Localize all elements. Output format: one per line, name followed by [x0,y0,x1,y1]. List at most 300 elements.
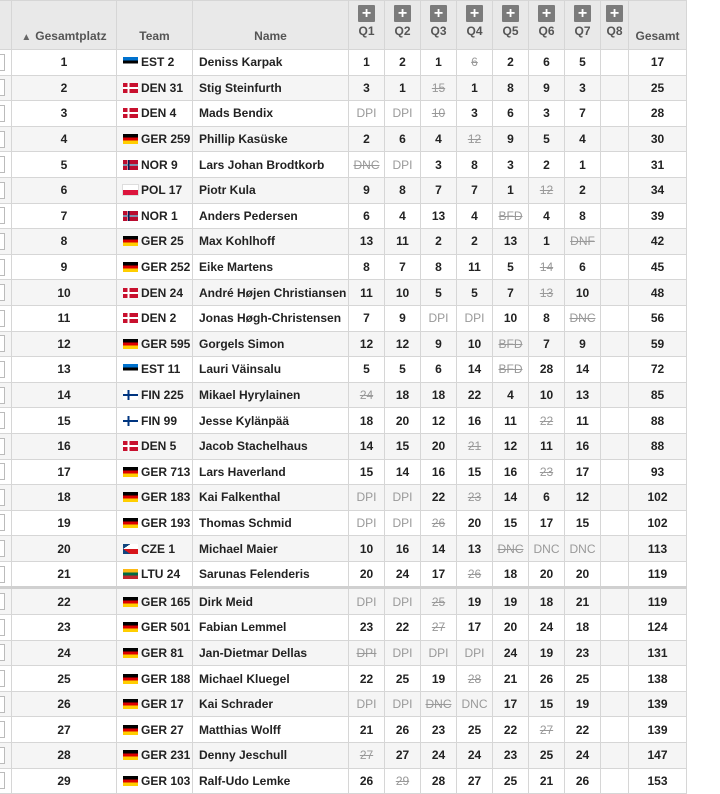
race-score-cell [529,331,565,357]
row-checkbox[interactable] [0,463,5,480]
row-checkbox[interactable] [0,696,5,713]
race-header-q6[interactable] [529,1,565,50]
race-score: DNC [533,541,560,556]
row-checkbox[interactable] [0,747,5,764]
row-checkbox[interactable] [0,182,5,199]
row-checkbox[interactable] [0,593,5,610]
team-label: GER 103 [141,773,191,788]
sailor-name-cell[interactable]: Lars Haverland [193,459,349,485]
total-points-cell: 153 [629,768,687,794]
sailor-name-cell[interactable]: André Højen Christiansen [193,280,349,306]
row-checkbox[interactable] [0,438,5,455]
race-label: Q3 [430,24,447,38]
race-score-cell [493,229,529,255]
row-checkbox[interactable] [0,310,5,327]
race-score: DPI [392,490,413,505]
row-checkbox-cell[interactable] [0,717,12,743]
sailor-name-cell[interactable]: Deniss Karpak [193,50,349,76]
team-label: GER 252 [141,260,191,275]
row-checkbox[interactable] [0,207,5,224]
race-score: DPI [356,106,377,121]
row-checkbox[interactable] [0,387,5,404]
team-cell [117,50,193,76]
race-score-cell [421,126,457,152]
table-row[interactable] [0,588,687,615]
race-header-q5[interactable] [493,1,529,50]
race-score-cell [601,75,629,101]
race-score: 16 [467,413,482,428]
race-score-cell [421,640,457,666]
race-score: 12 [395,336,410,351]
race-score-cell [349,152,385,178]
race-score: DNC [497,541,524,556]
team-column-header[interactable]: Team [117,1,193,50]
race-score: 5 [363,362,370,377]
expand-q5-icon[interactable]: + [502,5,519,22]
row-checkbox-cell[interactable] [0,101,12,127]
row-checkbox[interactable] [0,79,5,96]
fin-flag-icon [123,390,138,400]
race-score-cell [385,152,421,178]
race-score-cell [565,691,601,717]
race-score-cell [349,459,385,485]
race-score: 18 [359,413,374,428]
race-score: 22 [575,722,590,737]
row-checkbox-cell[interactable] [0,126,12,152]
race-score: 14 [503,490,518,505]
sailor-name-cell[interactable]: Ralf-Udo Lemke [193,768,349,794]
expand-q2-icon[interactable]: + [394,5,411,22]
row-checkbox-cell[interactable] [0,510,12,536]
race-score: 29 [395,773,410,788]
table-row[interactable] [0,331,687,357]
race-score-cell [565,254,601,280]
race-score: 24 [359,388,374,403]
row-checkbox[interactable] [0,772,5,789]
row-checkbox-cell[interactable] [0,203,12,229]
rank-cell: 13 [12,357,117,383]
row-checkbox[interactable] [0,514,5,531]
row-checkbox[interactable] [0,54,5,71]
race-score: 4 [435,132,442,147]
row-checkbox[interactable] [0,540,5,557]
table-row[interactable] [0,485,687,511]
race-score-cell [457,588,493,615]
row-checkbox-cell[interactable] [0,408,12,434]
sailor-name-cell[interactable]: Matthias Wolff [193,717,349,743]
row-checkbox[interactable] [0,721,5,738]
table-row[interactable] [0,691,687,717]
race-score: 4 [399,208,406,223]
table-row[interactable] [0,640,687,666]
race-score-cell [529,382,565,408]
table-row[interactable] [0,75,687,101]
race-header-q4[interactable] [457,1,493,50]
sailor-name-cell[interactable]: Max Kohlhoff [193,229,349,255]
sailor-name-cell[interactable]: Anders Pedersen [193,203,349,229]
race-score-cell [565,177,601,203]
race-score-cell [457,459,493,485]
expand-q6-icon[interactable]: + [538,5,555,22]
row-checkbox-cell[interactable] [0,640,12,666]
race-score: 1 [507,183,514,198]
race-score: 6 [363,208,370,223]
table-row[interactable] [0,459,687,485]
ger-flag-icon [123,134,138,144]
race-score-cell [565,126,601,152]
race-score-cell [385,177,421,203]
race-score-cell [601,357,629,383]
row-checkbox[interactable] [0,131,5,148]
table-row[interactable] [0,561,687,588]
sailor-name-cell[interactable]: Jan-Dietmar Dellas [193,640,349,666]
race-score-cell [529,408,565,434]
race-score: 25 [503,773,518,788]
race-score-cell [349,101,385,127]
race-score-cell [421,717,457,743]
race-score-cell [493,510,529,536]
row-checkbox[interactable] [0,670,5,687]
race-score: 28 [467,671,482,686]
sailor-name-cell[interactable]: Phillip Kasüske [193,126,349,152]
row-checkbox[interactable] [0,412,5,429]
race-score: DPI [392,594,413,609]
ger-flag-icon [123,262,138,272]
row-checkbox-cell[interactable] [0,280,12,306]
race-score-cell [601,331,629,357]
race-score-cell [457,75,493,101]
sailor-name-cell[interactable]: Lars Johan Brodtkorb [193,152,349,178]
race-score: 9 [363,183,370,198]
race-score-cell [385,305,421,331]
row-checkbox-cell[interactable] [0,177,12,203]
race-score: 8 [507,80,514,95]
team-label: GER 25 [141,234,184,249]
row-checkbox[interactable] [0,566,5,583]
race-score-cell [529,510,565,536]
team-label: EST 11 [141,362,181,377]
race-score: 11 [468,260,481,275]
team-label: LTU 24 [141,567,181,582]
race-score-cell [421,382,457,408]
team-label: GER 183 [141,490,191,505]
row-checkbox-cell[interactable] [0,666,12,692]
race-score: 27 [539,722,554,737]
race-score-cell [421,691,457,717]
table-row[interactable] [0,254,687,280]
sailor-name-cell[interactable]: Dirk Meid [193,588,349,615]
rank-header-label: Gesamtplatz [35,29,107,43]
race-header-q3[interactable] [421,1,457,50]
table-row[interactable] [0,743,687,769]
expand-q1-icon[interactable]: + [358,5,375,22]
race-score-cell [529,126,565,152]
table-row[interactable] [0,101,687,127]
race-score-cell [349,485,385,511]
race-score-cell [493,768,529,794]
team-cell [117,588,193,615]
race-score-cell [529,280,565,306]
table-row[interactable] [0,177,687,203]
race-score-cell [457,203,493,229]
row-checkbox[interactable] [0,361,5,378]
race-score-cell [457,717,493,743]
sailor-name-cell[interactable]: Fabian Lemmel [193,615,349,641]
row-checkbox-cell[interactable] [0,254,12,280]
race-score: 17 [431,567,446,582]
race-score: 9 [579,336,586,351]
row-checkbox[interactable] [0,259,5,276]
row-checkbox-cell[interactable] [0,615,12,641]
race-score-cell [457,254,493,280]
sailor-name-cell[interactable]: Mads Bendix [193,101,349,127]
race-score-cell [493,588,529,615]
race-score-cell [493,433,529,459]
table-row[interactable] [0,433,687,459]
row-checkbox[interactable] [0,644,5,661]
race-score-cell [385,615,421,641]
rank-cell: 1 [12,50,117,76]
race-score-cell [529,485,565,511]
row-checkbox-cell[interactable] [0,691,12,717]
rank-cell: 17 [12,459,117,485]
row-checkbox-cell[interactable] [0,382,12,408]
table-row[interactable] [0,305,687,331]
team-cell [117,229,193,255]
rank-cell: 24 [12,640,117,666]
race-score: 22 [503,722,518,737]
race-score-cell [457,152,493,178]
race-score: 2 [579,183,586,198]
sailor-name-cell[interactable]: Kai Falkenthal [193,485,349,511]
table-row[interactable] [0,717,687,743]
race-score-cell [421,536,457,562]
table-row[interactable] [0,408,687,434]
race-score: 26 [539,671,554,686]
team-cell [117,254,193,280]
race-score-cell [529,203,565,229]
team-cell [117,357,193,383]
sailor-name-cell[interactable]: Jacob Stachelhaus [193,433,349,459]
row-checkbox[interactable] [0,335,5,352]
race-score-cell [421,459,457,485]
ger-flag-icon [123,776,138,786]
team-label: NOR 1 [141,208,178,223]
row-checkbox-cell[interactable] [0,229,12,255]
race-score: 12 [467,132,482,147]
total-column-header[interactable]: Gesamt [629,1,687,50]
row-checkbox-cell[interactable] [0,588,12,615]
race-score-cell [565,768,601,794]
expand-q7-icon[interactable]: + [574,5,591,22]
race-score: DNC [461,697,488,712]
name-column-header[interactable]: Name [193,1,349,50]
sailor-name-cell[interactable]: Sarunas Felenderis [193,561,349,588]
row-checkbox-cell[interactable] [0,561,12,588]
row-checkbox[interactable] [0,105,5,122]
race-score: 13 [539,285,554,300]
rank-cell: 11 [12,305,117,331]
table-row[interactable] [0,510,687,536]
race-label: Q7 [574,24,591,38]
race-score: 22 [395,620,410,635]
est-flag-icon [123,57,138,67]
race-score-cell [421,408,457,434]
race-header-q1[interactable] [349,1,385,50]
row-checkbox[interactable] [0,489,5,506]
sailor-name-cell[interactable]: Jesse Kylänpää [193,408,349,434]
sailor-name-cell[interactable]: Lauri Väinsalu [193,357,349,383]
race-score-cell [529,615,565,641]
race-score-cell [565,743,601,769]
race-score: 5 [543,132,550,147]
table-row[interactable] [0,50,687,76]
race-score-cell [349,382,385,408]
race-score-cell [457,510,493,536]
race-score-cell [565,561,601,588]
sailor-name-cell[interactable]: Thomas Schmid [193,510,349,536]
table-row[interactable] [0,126,687,152]
sailor-name-cell[interactable]: Mikael Hyrylainen [193,382,349,408]
table-row[interactable] [0,280,687,306]
sailor-name-cell[interactable]: Denny Jeschull [193,743,349,769]
race-score: 6 [579,260,586,275]
race-score-cell [529,588,565,615]
race-score-cell [565,588,601,615]
table-row[interactable] [0,666,687,692]
table-row[interactable] [0,152,687,178]
rank-cell: 18 [12,485,117,511]
race-score: 4 [471,208,478,223]
race-score: 14 [395,464,410,479]
total-points-cell: 30 [629,126,687,152]
sort-asc-icon: ▲ [21,32,32,43]
sailor-name-cell[interactable]: Michael Maier [193,536,349,562]
team-cell [117,280,193,306]
table-row[interactable] [0,229,687,255]
expand-q4-icon[interactable]: + [466,5,483,22]
race-score-cell [601,101,629,127]
sailor-name-cell[interactable]: Gorgels Simon [193,331,349,357]
race-score: 7 [363,311,370,326]
race-score: 2 [399,55,406,70]
race-score: 15 [503,515,518,530]
rank-cell: 29 [12,768,117,794]
race-score: 12 [431,413,446,428]
race-header-q8[interactable] [601,1,629,50]
total-points-cell: 147 [629,743,687,769]
table-row[interactable] [0,615,687,641]
row-checkbox-cell[interactable] [0,152,12,178]
total-points-cell: 25 [629,75,687,101]
row-checkbox-cell[interactable] [0,331,12,357]
race-score-cell [385,101,421,127]
race-header-q2[interactable] [385,1,421,50]
race-score-cell [349,588,385,615]
sailor-name-cell[interactable]: Jonas Høgh-Christensen [193,305,349,331]
row-checkbox-cell[interactable] [0,536,12,562]
sailor-name-cell[interactable]: Eike Martens [193,254,349,280]
race-score: 14 [359,439,374,454]
row-checkbox-cell[interactable] [0,743,12,769]
row-checkbox[interactable] [0,284,5,301]
race-header-q7[interactable] [565,1,601,50]
race-score: 26 [431,515,446,530]
race-score-cell [457,305,493,331]
race-score-cell [385,254,421,280]
total-points-cell: 56 [629,305,687,331]
team-label: GER 17 [141,697,184,712]
table-row[interactable] [0,536,687,562]
race-score: 8 [435,260,442,275]
sailor-name-cell[interactable]: Piotr Kula [193,177,349,203]
sailor-name-cell[interactable]: Michael Kluegel [193,666,349,692]
sailor-name-cell[interactable]: Kai Schrader [193,691,349,717]
race-score: 2 [363,132,370,147]
row-checkbox[interactable] [0,233,5,250]
sailor-name-cell[interactable]: Stig Steinfurth [193,75,349,101]
expand-q8-icon[interactable]: + [606,5,623,22]
expand-q3-icon[interactable]: + [430,5,447,22]
race-score: 24 [467,748,482,763]
race-score-cell [529,229,565,255]
race-score-cell [493,152,529,178]
race-score-cell [421,666,457,692]
race-score-cell [421,229,457,255]
table-row[interactable] [0,203,687,229]
race-score-cell [565,101,601,127]
row-checkbox-cell[interactable] [0,75,12,101]
race-score-cell [385,75,421,101]
race-score: 18 [395,388,410,403]
table-row[interactable] [0,382,687,408]
rank-column-header[interactable] [12,1,117,50]
rank-cell: 7 [12,203,117,229]
race-score: 23 [467,490,482,505]
race-score-cell [349,408,385,434]
table-row[interactable] [0,768,687,794]
row-checkbox-cell[interactable] [0,433,12,459]
race-score-cell [349,666,385,692]
race-score: 1 [579,157,586,172]
row-checkbox-cell[interactable] [0,485,12,511]
race-score: 6 [507,106,514,121]
race-score: 26 [467,567,482,582]
table-row[interactable] [0,357,687,383]
rank-cell: 8 [12,229,117,255]
row-checkbox[interactable] [0,619,5,636]
row-checkbox[interactable] [0,156,5,173]
row-checkbox-cell[interactable] [0,305,12,331]
total-points-cell: 48 [629,280,687,306]
race-score: DPI [392,515,413,530]
race-score-cell [565,717,601,743]
race-score: 3 [435,157,442,172]
race-score: 24 [395,567,410,582]
race-score: 20 [575,567,590,582]
row-checkbox-cell[interactable] [0,50,12,76]
row-checkbox-cell[interactable] [0,459,12,485]
race-score-cell [385,536,421,562]
race-score-cell [601,691,629,717]
row-checkbox-cell[interactable] [0,768,12,794]
ger-flag-icon [123,674,138,684]
den-flag-icon [123,313,138,323]
team-cell [117,459,193,485]
race-score: 14 [467,362,482,377]
race-score: 16 [503,464,518,479]
row-checkbox-cell[interactable] [0,357,12,383]
